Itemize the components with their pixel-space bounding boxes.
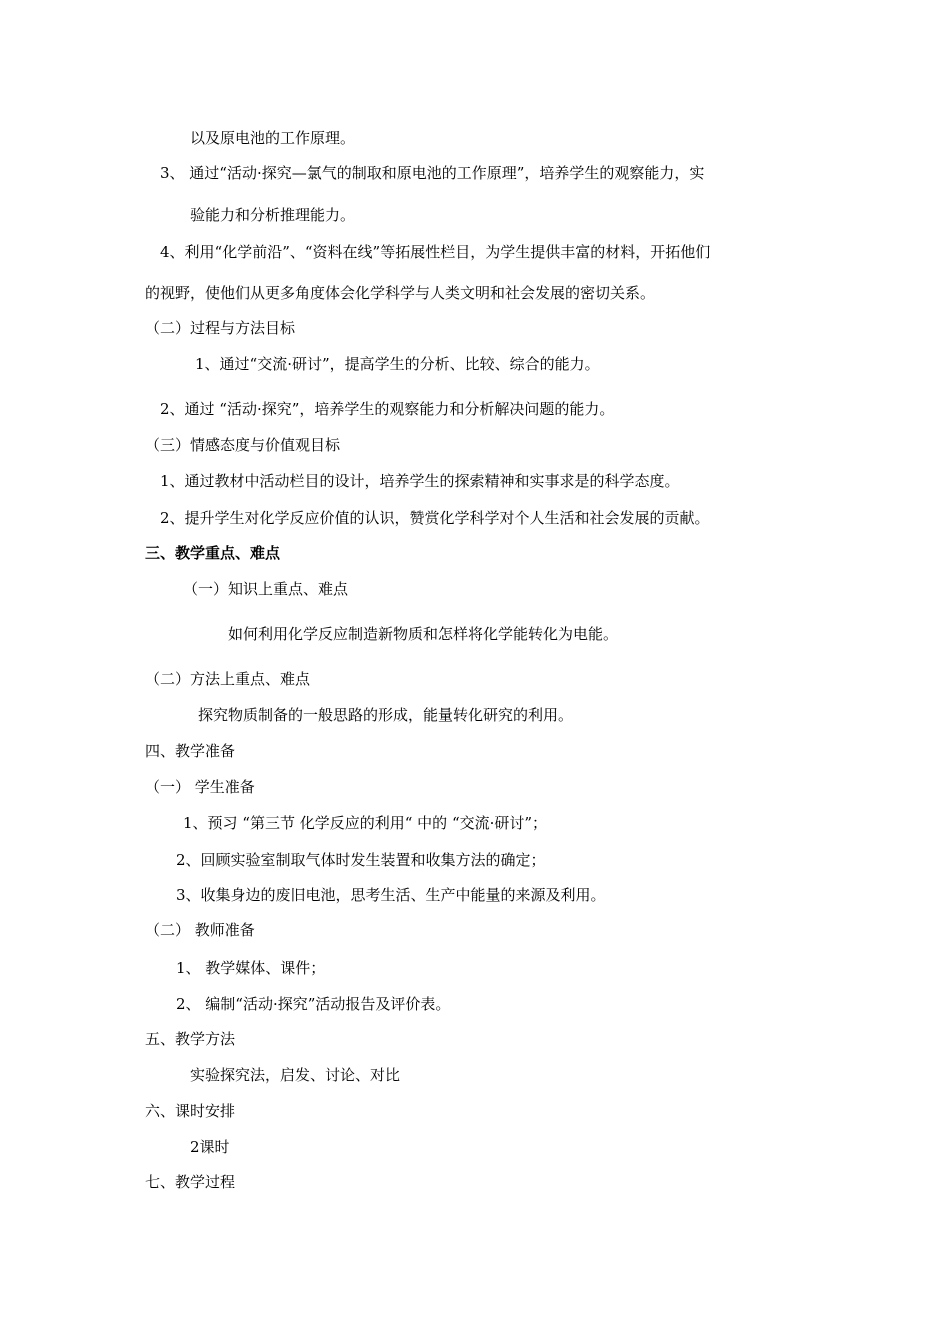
- list-item: 1、 教学媒体、课件；: [176, 959, 326, 977]
- section-heading: （三）情感态度与价值观目标: [145, 436, 341, 454]
- list-item: 1、通过“交流·研讨”，提高学生的分析、比较、综合的能力。: [195, 355, 600, 373]
- list-item: 1、预习 “第三节 化学反应的利用“ 中的 “交流·研讨”；: [183, 814, 548, 832]
- chapter-heading: 三、教学重点、难点: [145, 544, 281, 562]
- text-line: 如何利用化学反应制造新物质和怎样将化学能转化为电能。: [228, 625, 619, 643]
- text-line: 验能力和分析推理能力。: [190, 206, 356, 224]
- section-heading: （一）知识上重点、难点: [183, 580, 349, 598]
- list-item: 4、利用“化学前沿”、“资料在线”等拓展性栏目，为学生提供丰富的材料，开拓他们: [160, 243, 711, 261]
- list-item: 3、收集身边的废旧电池，思考生活、生产中能量的来源及利用。: [176, 886, 606, 904]
- text-line: 探究物质制备的一般思路的形成，能量转化研究的利用。: [198, 706, 574, 724]
- section-heading: （二）方法上重点、难点: [145, 670, 311, 688]
- text-line: 2课时: [190, 1138, 230, 1156]
- chapter-heading: 四、教学准备: [145, 742, 236, 760]
- section-heading: （二）过程与方法目标: [145, 319, 296, 337]
- chapter-heading: 七、教学过程: [145, 1173, 236, 1191]
- list-item: 2、回顾实验室制取气体时发生装置和收集方法的确定；: [176, 851, 546, 869]
- section-heading: （二） 教师准备: [145, 921, 255, 939]
- chapter-heading: 五、教学方法: [145, 1030, 236, 1048]
- chapter-heading: 六、课时安排: [145, 1102, 236, 1120]
- list-item: 2、提升学生对化学反应价值的认识，赞赏化学科学对个人生活和社会发展的贡献。: [160, 509, 710, 527]
- text-line: 的视野，使他们从更多角度体会化学科学与人类文明和社会发展的密切关系。: [145, 284, 656, 302]
- list-item: 3、 通过“活动·探究—氯气的制取和原电池的工作原理”，培养学生的观察能力，实: [160, 164, 705, 182]
- list-item: 1、通过教材中活动栏目的设计，培养学生的探索精神和实事求是的科学态度。: [160, 472, 680, 490]
- section-heading: （一） 学生准备: [145, 778, 255, 796]
- text-line: 以及原电池的工作原理。: [190, 129, 356, 147]
- list-item: 2、 编制“活动·探究”活动报告及评价表。: [176, 995, 451, 1013]
- text-line: 实验探究法，启发、讨论、对比: [190, 1066, 401, 1084]
- list-item: 2、通过 “活动·探究”，培养学生的观察能力和分析解决问题的能力。: [160, 400, 615, 418]
